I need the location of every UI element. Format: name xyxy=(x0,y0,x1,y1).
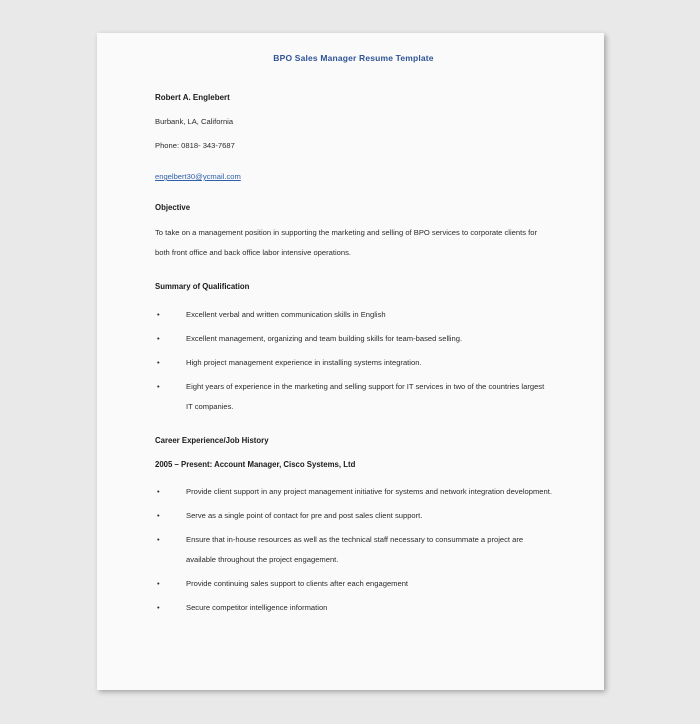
list-item xyxy=(155,506,552,526)
list-item xyxy=(155,305,552,325)
job-entry-title: 2005 – Present: Account Manager, Cisco Systems, Ltd xyxy=(155,460,356,469)
bullet-icon: • xyxy=(157,487,160,496)
list-item-text: Serve as a single point of contact for pre and post sales client support. xyxy=(186,511,423,520)
summary-bullet-list xyxy=(155,291,552,417)
resume-page xyxy=(97,33,604,690)
bullet-icon: • xyxy=(157,511,160,520)
candidate-email-line xyxy=(155,150,552,184)
list-item xyxy=(155,353,552,373)
list-item xyxy=(155,329,552,349)
list-item-text: Secure competitor intelligence information xyxy=(186,603,328,612)
list-item xyxy=(155,598,552,618)
bullet-icon: • xyxy=(157,603,160,612)
list-item xyxy=(155,574,552,594)
summary-heading: Summary of Qualification xyxy=(155,282,250,291)
candidate-email-link[interactable]: engelbert30@ycmail.com xyxy=(155,172,241,181)
career-bullet-list xyxy=(155,469,552,618)
bullet-icon: • xyxy=(157,358,160,367)
bullet-icon: • xyxy=(157,334,160,343)
candidate-phone: Phone: 0818- 343-7687 xyxy=(155,141,235,150)
bullet-icon: • xyxy=(157,382,160,391)
bullet-icon: • xyxy=(157,535,160,544)
list-item-text: Provide client support in any project management initiative for systems and network integration development. xyxy=(186,487,552,496)
objective-heading: Objective xyxy=(155,203,191,212)
list-item-text: Provide continuing sales support to clients after each engagement xyxy=(186,579,409,588)
career-heading: Career Experience/Job History xyxy=(155,436,269,445)
candidate-name: Robert A. Englebert xyxy=(155,93,230,102)
list-item-text: Excellent management, organizing and team building skills for team-based selling. xyxy=(186,334,463,343)
list-item xyxy=(155,377,552,417)
list-item-text: Ensure that in-house resources as well as the technical staff necessary to consummate a project are available throughout the project engagement. xyxy=(186,535,524,564)
bullet-icon: • xyxy=(157,310,160,319)
list-item-text: Eight years of experience in the marketing and selling support for IT services in two of the countries largest IT companies. xyxy=(186,382,545,411)
list-item-text: Excellent verbal and written communication skills in English xyxy=(186,310,386,319)
list-item-text: High project management experience in installing systems integration. xyxy=(186,358,422,367)
document-title: BPO Sales Manager Resume Template xyxy=(273,53,434,63)
bullet-icon: • xyxy=(157,579,160,588)
objective-text: To take on a management position in supporting the marketing and selling of BPO services to corporate clients for both front office and back office labor intensive operations. xyxy=(155,228,538,257)
candidate-location: Burbank, LA, California xyxy=(155,117,234,126)
list-item xyxy=(155,482,552,502)
list-item xyxy=(155,530,552,570)
